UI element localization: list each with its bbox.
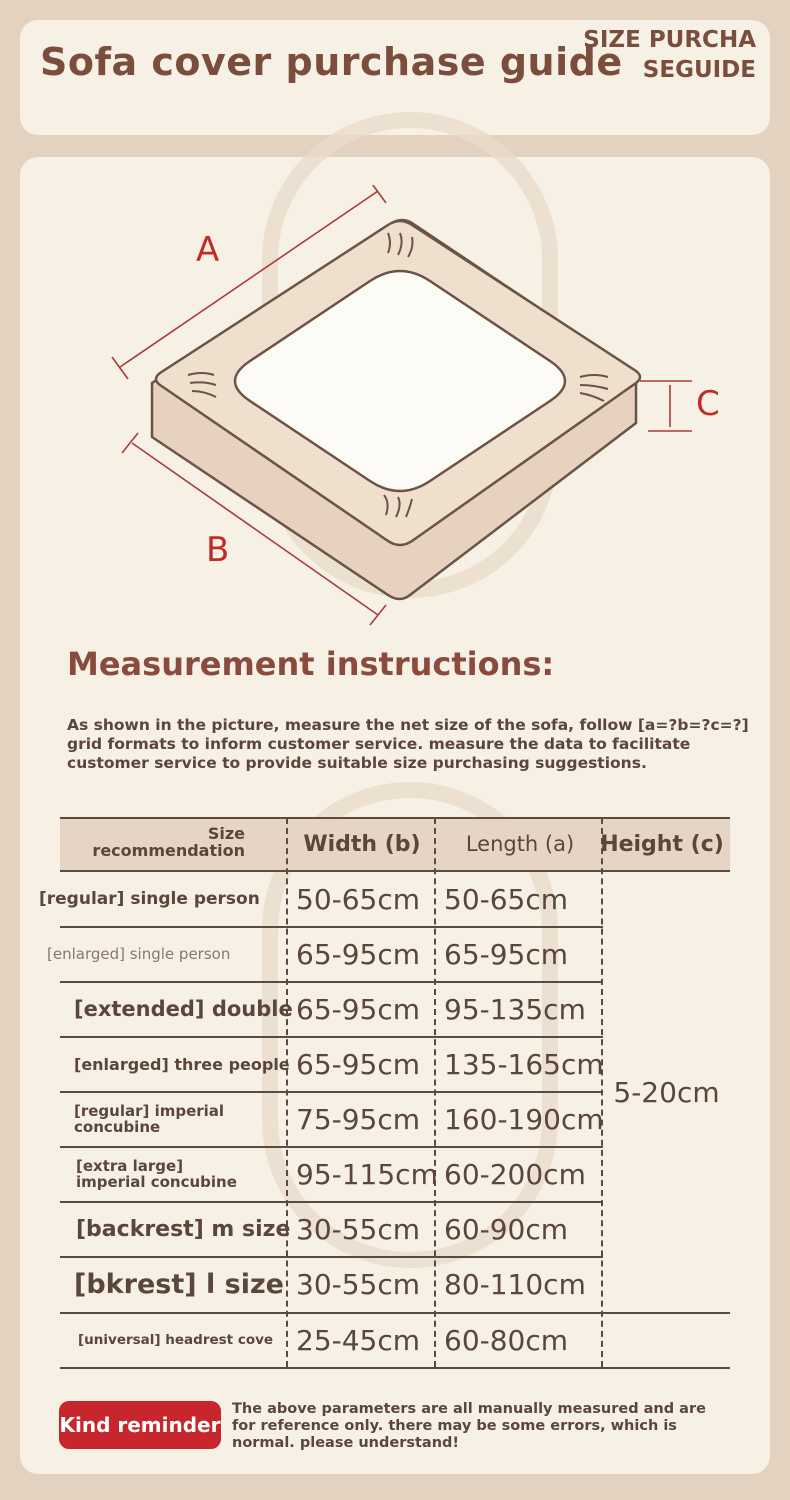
instructions-heading: Measurement instructions: xyxy=(67,645,555,683)
length-value: 160-190cm xyxy=(444,1102,604,1136)
width-value: 75-95cm xyxy=(296,1102,421,1136)
reminder-text: The above parameters are all manually measured and are for reference only. there may be some errors, which is normal. please understand! xyxy=(232,1401,706,1451)
kind-reminder-badge: Kind reminder xyxy=(59,1401,221,1449)
width-value: 95-115cm xyxy=(296,1157,438,1191)
instructions-body: As shown in the picture, measure the net size of the sofa, follow [a=?b=?c=?] grid formats to inform customer service. measure the data to facilitate customer service to provide suitable size purchasing suggestions. xyxy=(67,716,749,772)
row-label: [regular] imperial concubine xyxy=(74,1102,225,1136)
header-width: Width (b) xyxy=(303,831,421,857)
length-value: 60-80cm xyxy=(444,1323,569,1357)
page-title: Sofa cover purchase guide xyxy=(40,40,623,84)
length-value: 95-135cm xyxy=(444,992,586,1026)
width-value: 25-45cm xyxy=(296,1323,421,1357)
subtitle-line-1: SIZE PURCHA xyxy=(583,27,756,53)
length-value: 80-110cm xyxy=(444,1268,586,1301)
length-value: 65-95cm xyxy=(444,937,569,971)
sofa-cushion-diagram xyxy=(80,185,720,635)
width-value: 50-65cm xyxy=(296,882,421,916)
width-value: 65-95cm xyxy=(296,992,421,1026)
width-value: 65-95cm xyxy=(296,937,421,971)
row-label: [backrest] m size xyxy=(76,1216,291,1242)
subtitle-line-2: SEGUIDE xyxy=(642,57,756,83)
length-value: 135-165cm xyxy=(444,1047,604,1081)
dimension-label-b: B xyxy=(206,530,230,570)
table-bottom-rule xyxy=(60,1367,730,1369)
row-label: [extended] double xyxy=(74,997,293,1021)
row-label: [enlarged] three people xyxy=(74,1054,290,1074)
length-value: 50-65cm xyxy=(444,882,569,916)
column-divider xyxy=(286,818,288,1367)
height-value: 5-20cm xyxy=(613,1075,720,1109)
dimension-label-a: A xyxy=(196,230,220,270)
header-size-line-1: Size xyxy=(207,824,245,843)
dimension-label-c: C xyxy=(696,384,720,424)
header-height: Height (c) xyxy=(600,831,724,857)
row-label: [bkrest] l size xyxy=(74,1269,284,1300)
length-value: 60-200cm xyxy=(444,1157,586,1191)
row-label: [universal] headrest cove xyxy=(78,1332,274,1348)
width-value: 30-55cm xyxy=(296,1212,421,1246)
row-label: [regular] single person xyxy=(39,889,260,909)
page-subtitle xyxy=(583,25,756,85)
row-label: [enlarged] single person xyxy=(47,945,231,963)
width-value: 65-95cm xyxy=(296,1047,421,1081)
table-top-rule xyxy=(60,817,730,819)
length-value: 60-90cm xyxy=(444,1212,569,1246)
header-size-recommendation xyxy=(60,825,245,859)
width-value: 30-55cm xyxy=(296,1268,421,1301)
row-label: [extra large] imperial concubine xyxy=(76,1157,237,1191)
column-divider xyxy=(434,818,436,1367)
header-size-line-2: recommendation xyxy=(92,841,245,860)
header-length: Length (a) xyxy=(465,832,575,856)
